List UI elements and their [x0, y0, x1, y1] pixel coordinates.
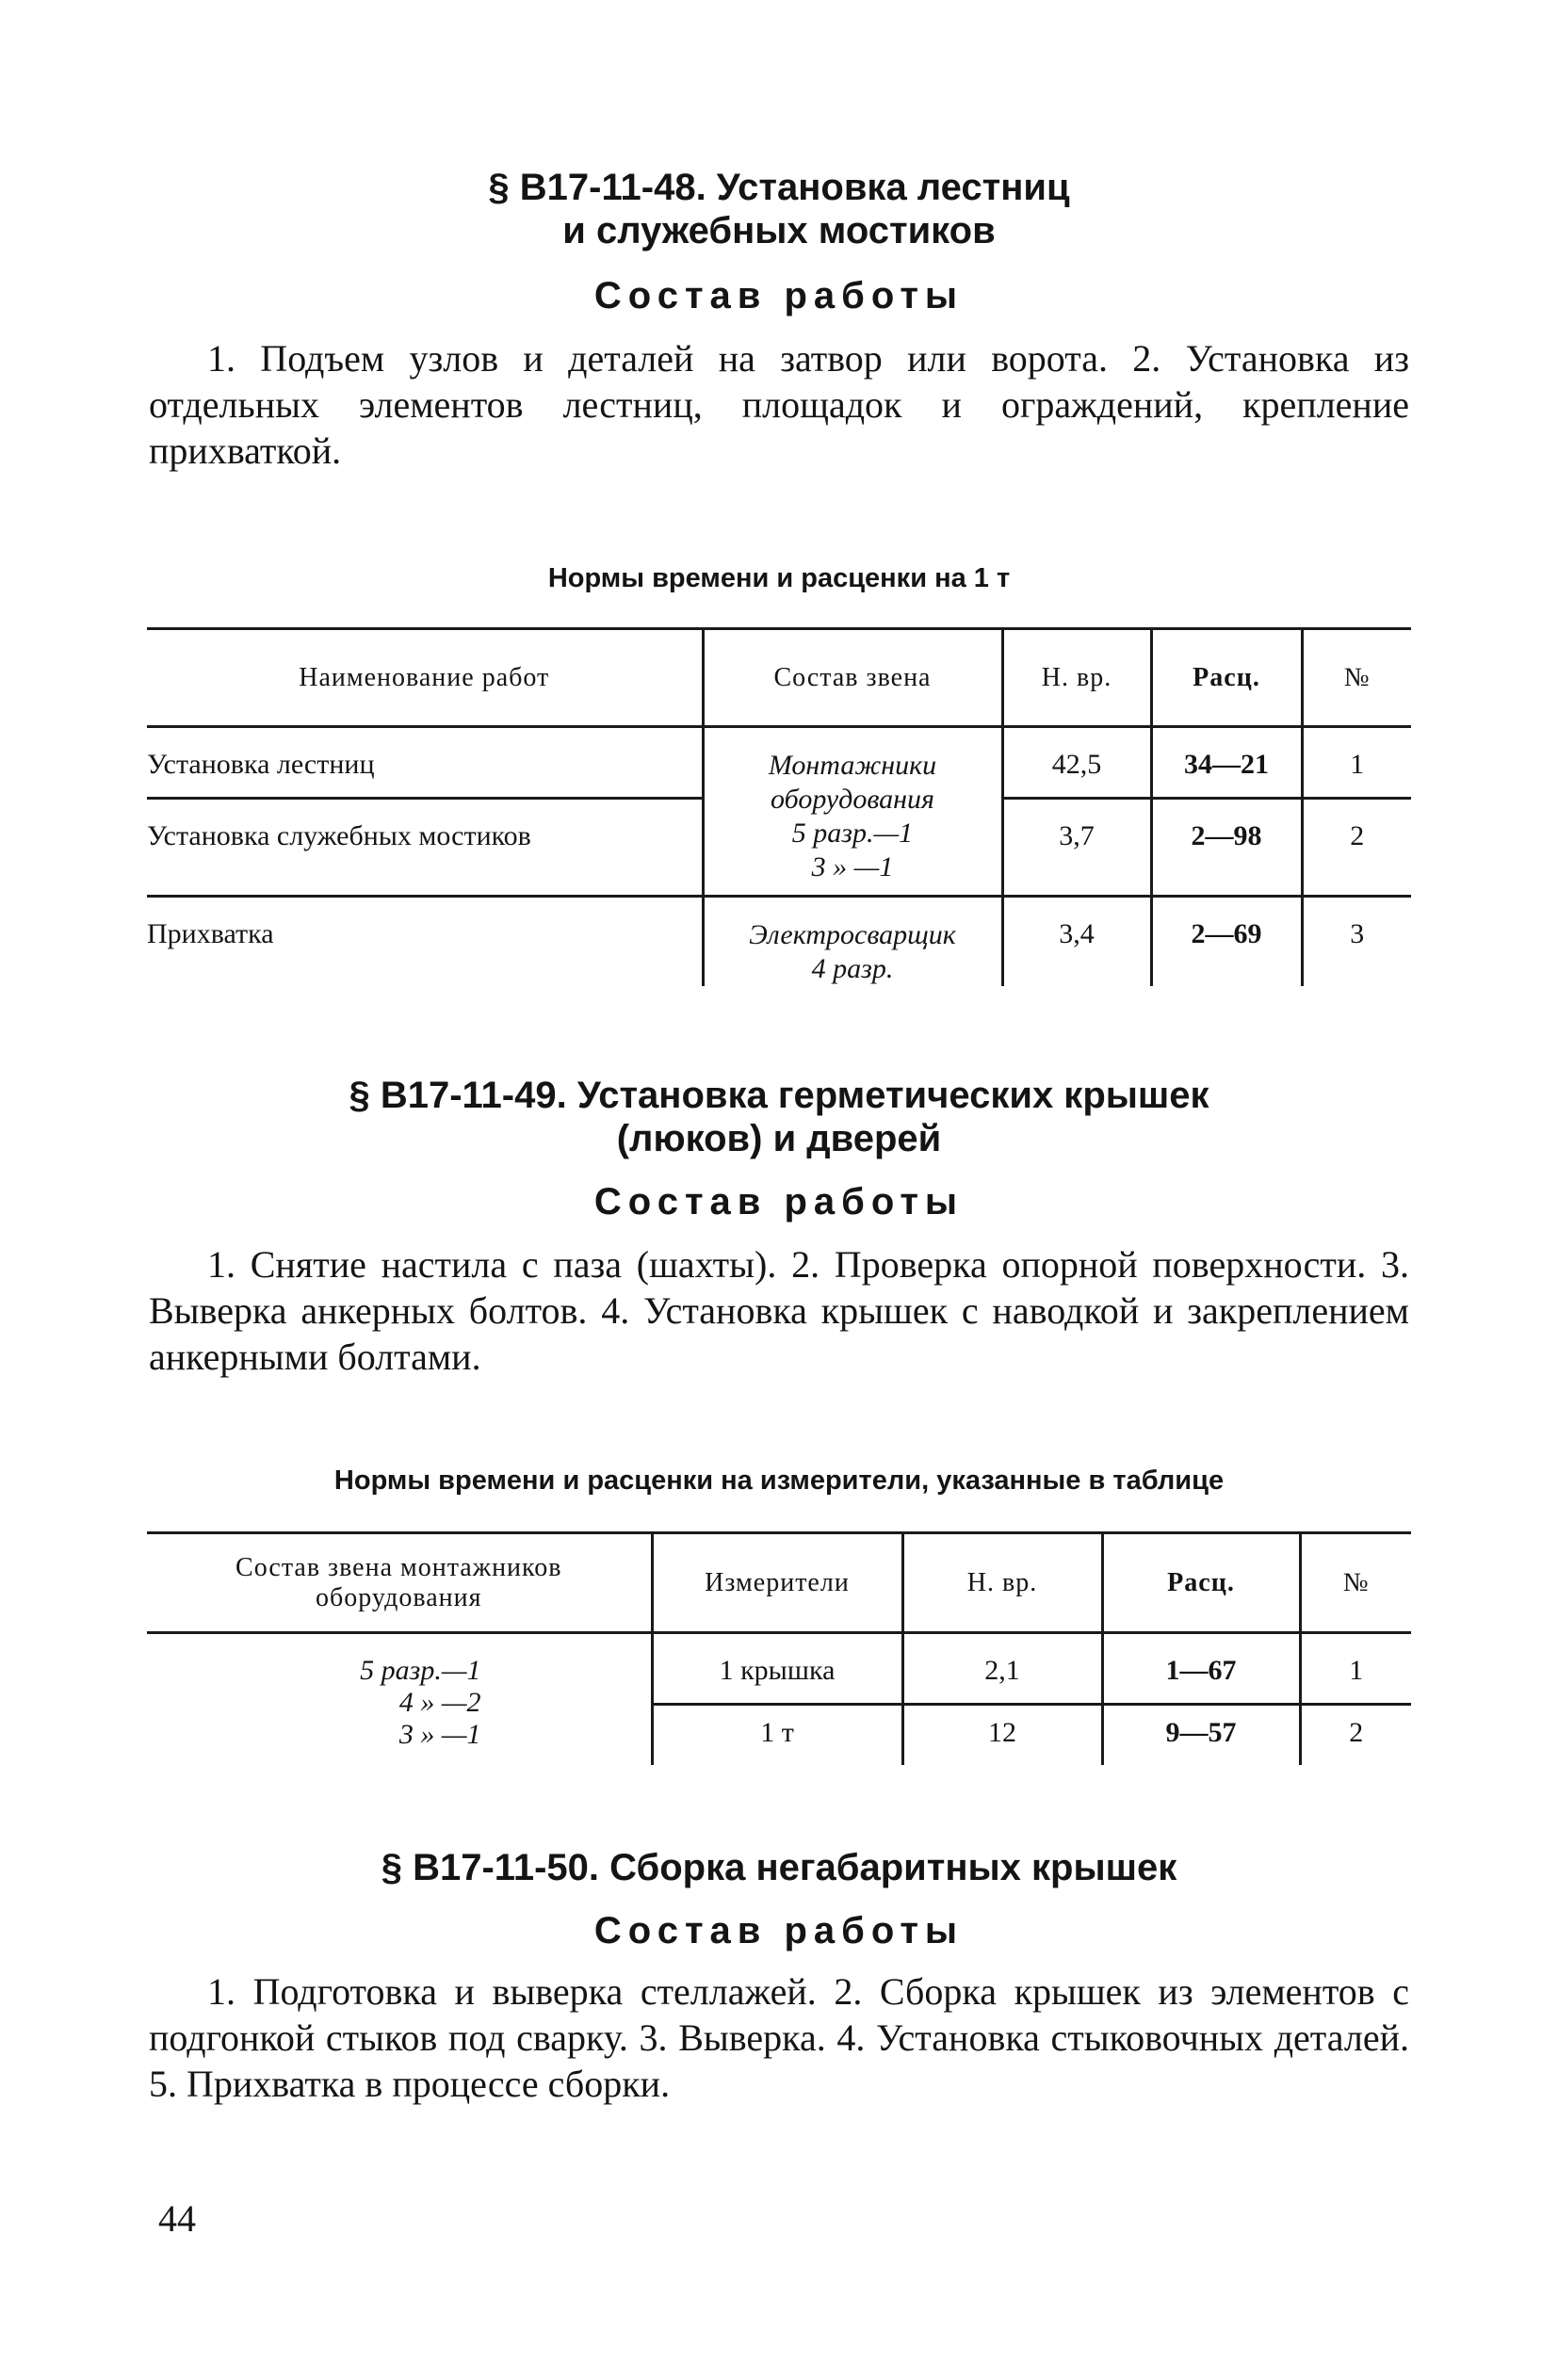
brigade-line: 5 разр.—1 [360, 1655, 481, 1686]
cell-number: 2 [1302, 799, 1411, 897]
col-header-number: № [1300, 1533, 1411, 1633]
section-50-paragraph: 1. Подготовка и выверка стеллажей. 2. Сборка крышек из элементов с подгонкой стыков под сварку. 3. Выверка. 4. Установка стыковочных деталей. 5. Прихватка в процессе сборки. [149, 1970, 1409, 2105]
section-48-title-line1: § В17-11-48. Установка лестниц [488, 167, 1070, 208]
section-50-sostav-heading: Состав работы [593, 1910, 965, 1951]
section-49-title-line2: (люков) и дверей [616, 1118, 942, 1159]
section-48-paragraph: 1. Подъем узлов и деталей на затвор или ворота. 2. Установка из отдельных элементов лестниц, площадок и ограждений, крепление прихваткой. [149, 337, 1409, 472]
cell-time-norm: 3,4 [1002, 897, 1151, 987]
cell-rate: 9—57 [1102, 1705, 1300, 1765]
brigade-line: 3 » —1 [811, 851, 894, 882]
section-49-paragraph: 1. Снятие настила с паза (шахты). 2. Проверка опорной поверхности. 3. Выверка анкерных болтов. 4. Установка крышек с наводкой и закреплением анкерными болтами. [149, 1243, 1409, 1378]
col-header-number: № [1302, 629, 1411, 727]
cell-number: 1 [1300, 1633, 1411, 1705]
cell-work-name: Прихватка [147, 897, 703, 987]
section-48-table-caption: Нормы времени и расценки на 1 т [547, 563, 1011, 593]
cell-time-norm: 3,7 [1002, 799, 1151, 897]
section-50-title [0, 1846, 1558, 1889]
section-50-title-line1: § В17-11-50. Сборка негабаритных крышек [381, 1847, 1177, 1888]
page-number: 44 [158, 2197, 196, 2240]
cell-brigade-fitters [703, 727, 1002, 897]
brigade-line: 4 разр. [811, 953, 894, 984]
section-49-title-line1: § В17-11-49. Установка герметических крышек [349, 1075, 1209, 1116]
section-48-table [147, 627, 1411, 986]
section-49-table-caption: Нормы времени и расценки на измерители, указанные в таблице [333, 1465, 1225, 1496]
table-row [147, 1633, 1411, 1705]
section-49-sostav-heading: Состав работы [593, 1181, 965, 1222]
section-49-title [0, 1074, 1558, 1160]
cell-rate: 34—21 [1151, 727, 1302, 799]
section-49-table [147, 1531, 1411, 1765]
col-header-rate: Расц. [1151, 629, 1302, 727]
cell-time-norm: 12 [902, 1705, 1102, 1765]
col-header-time-norm: Н. вр. [902, 1533, 1102, 1633]
cell-brigade-welder [703, 897, 1002, 987]
brigade-line: оборудования [771, 784, 934, 815]
cell-time-norm: 2,1 [902, 1633, 1102, 1705]
col-header-time-norm: Н. вр. [1002, 629, 1151, 727]
brigade-line: 5 разр.—1 [791, 818, 914, 849]
table-row [147, 727, 1411, 799]
brigade-line: 3 » —1 [398, 1719, 481, 1750]
cell-number: 1 [1302, 727, 1411, 799]
col-header-brigade: Состав звена [703, 629, 1002, 727]
section-48-title-line2: и служебных мостиков [562, 210, 996, 251]
section-48-title [0, 166, 1558, 252]
cell-meter: 1 т [652, 1705, 902, 1765]
cell-work-name: Установка служебных мостиков [147, 799, 703, 897]
col-header-rate: Расц. [1102, 1533, 1300, 1633]
col-header-work-name: Наименование работ [147, 629, 703, 727]
cell-rate: 2—69 [1151, 897, 1302, 987]
brigade-line: Электросварщик [749, 919, 956, 950]
cell-work-name: Установка лестниц [147, 749, 375, 780]
col-header-brigade: Состав звена монтажников оборудования [147, 1533, 652, 1633]
table-row [147, 897, 1411, 987]
cell-rate: 2—98 [1151, 799, 1302, 897]
section-48-sostav-heading: Состав работы [593, 275, 965, 316]
cell-meter: 1 крышка [652, 1633, 902, 1705]
cell-brigade [147, 1633, 652, 1765]
cell-number: 2 [1300, 1705, 1411, 1765]
cell-rate: 1—67 [1102, 1633, 1300, 1705]
col-header-meter: Измерители [652, 1533, 902, 1633]
cell-time-norm: 42,5 [1002, 727, 1151, 799]
brigade-line: Монтажники [768, 750, 937, 781]
cell-number: 3 [1302, 897, 1411, 987]
brigade-line: 4 » —2 [398, 1687, 481, 1718]
